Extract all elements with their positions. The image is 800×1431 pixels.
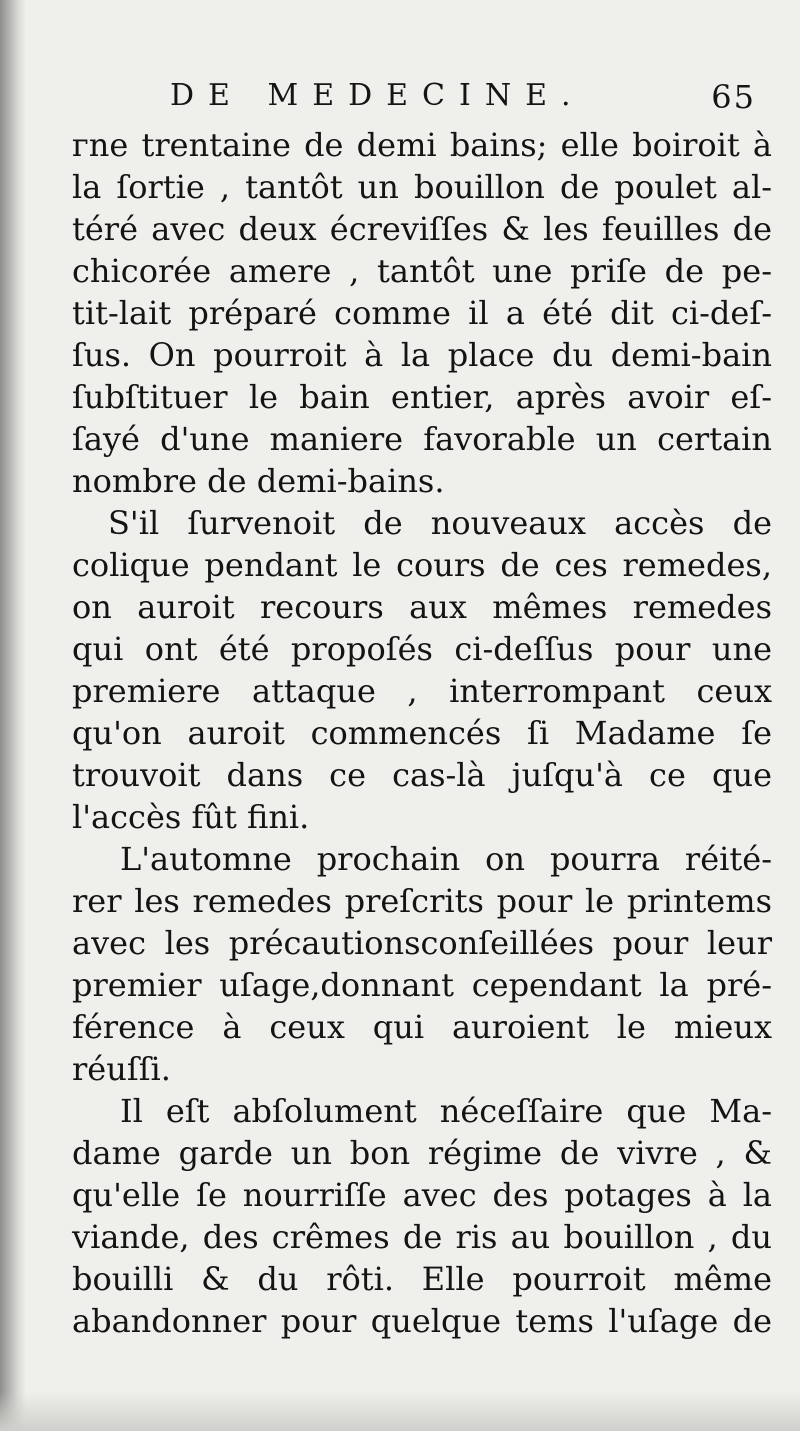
text-line: premier uſage,donnant cependant la pré- [72,966,772,1004]
text-line: on auroit recours aux mêmes remedes [72,588,772,626]
running-head [170,78,770,122]
text-line: Il eſt abſolument néceſſaire que Ma- [120,1092,772,1130]
text-line: réuſſi. [72,1050,171,1088]
text-line: nombre de demi-bains. [72,462,445,500]
text-line: bouilli & du rôti. Elle pourroit même [72,1260,772,1298]
text-line: qu'on auroit commencés ſi Madame ſe [72,714,772,752]
text-line: premiere attaque , interrompant ceux [72,672,772,710]
page-number: 65 [711,78,756,116]
text-line: ſus. On pourroit à la place du demi-bain [72,336,772,374]
text-line: chicorée amere , tantôt une priſe de pe- [72,252,772,290]
text-line: qui ont été propoſés ci-deſſus pour une [72,630,772,668]
text-line: avec les précautionsconſeillées pour leur [72,924,772,962]
text-line: férence à ceux qui auroient le mieux [72,1008,772,1046]
text-line: qu'elle ſe nourriſſe avec des potages à la [72,1176,772,1214]
running-head-title: DE MEDECINE. [170,78,585,113]
text-line: S'il ſurvenoit de nouveaux accès de [108,504,772,542]
text-line: viande, des crêmes de ris au bouillon , du [72,1218,772,1256]
text-line: tit-lait préparé comme il a été dit ci-deſ- [72,294,772,332]
text-line: ſubſtituer le bain entier, après avoir eſ- [72,378,772,416]
text-line: téré avec deux écreviſſes & les feuilles de [72,210,772,248]
text-line: la ſortie , tantôt un bouillon de poulet al- [72,168,772,206]
text-line: trouvoit dans ce cas-là juſqu'à ce que [72,756,772,794]
body-text [72,124,772,1342]
text-line: colique pendant le cours de ces remedes, [72,546,772,584]
text-line: ᴦne trentaine de demi bains; elle boiroit à [72,126,772,164]
text-line: L'automne prochain on pourra réité- [120,840,772,878]
text-line: l'accès fût fini. [72,798,310,836]
text-line: dame garde un bon régime de vivre , & [72,1134,772,1172]
text-line: rer les remedes preſcrits pour le printems [72,882,772,920]
text-line: abandonner pour quelque tems l'uſage de [72,1302,772,1340]
text-line: ſayé d'une maniere favorable un certain [72,420,772,458]
